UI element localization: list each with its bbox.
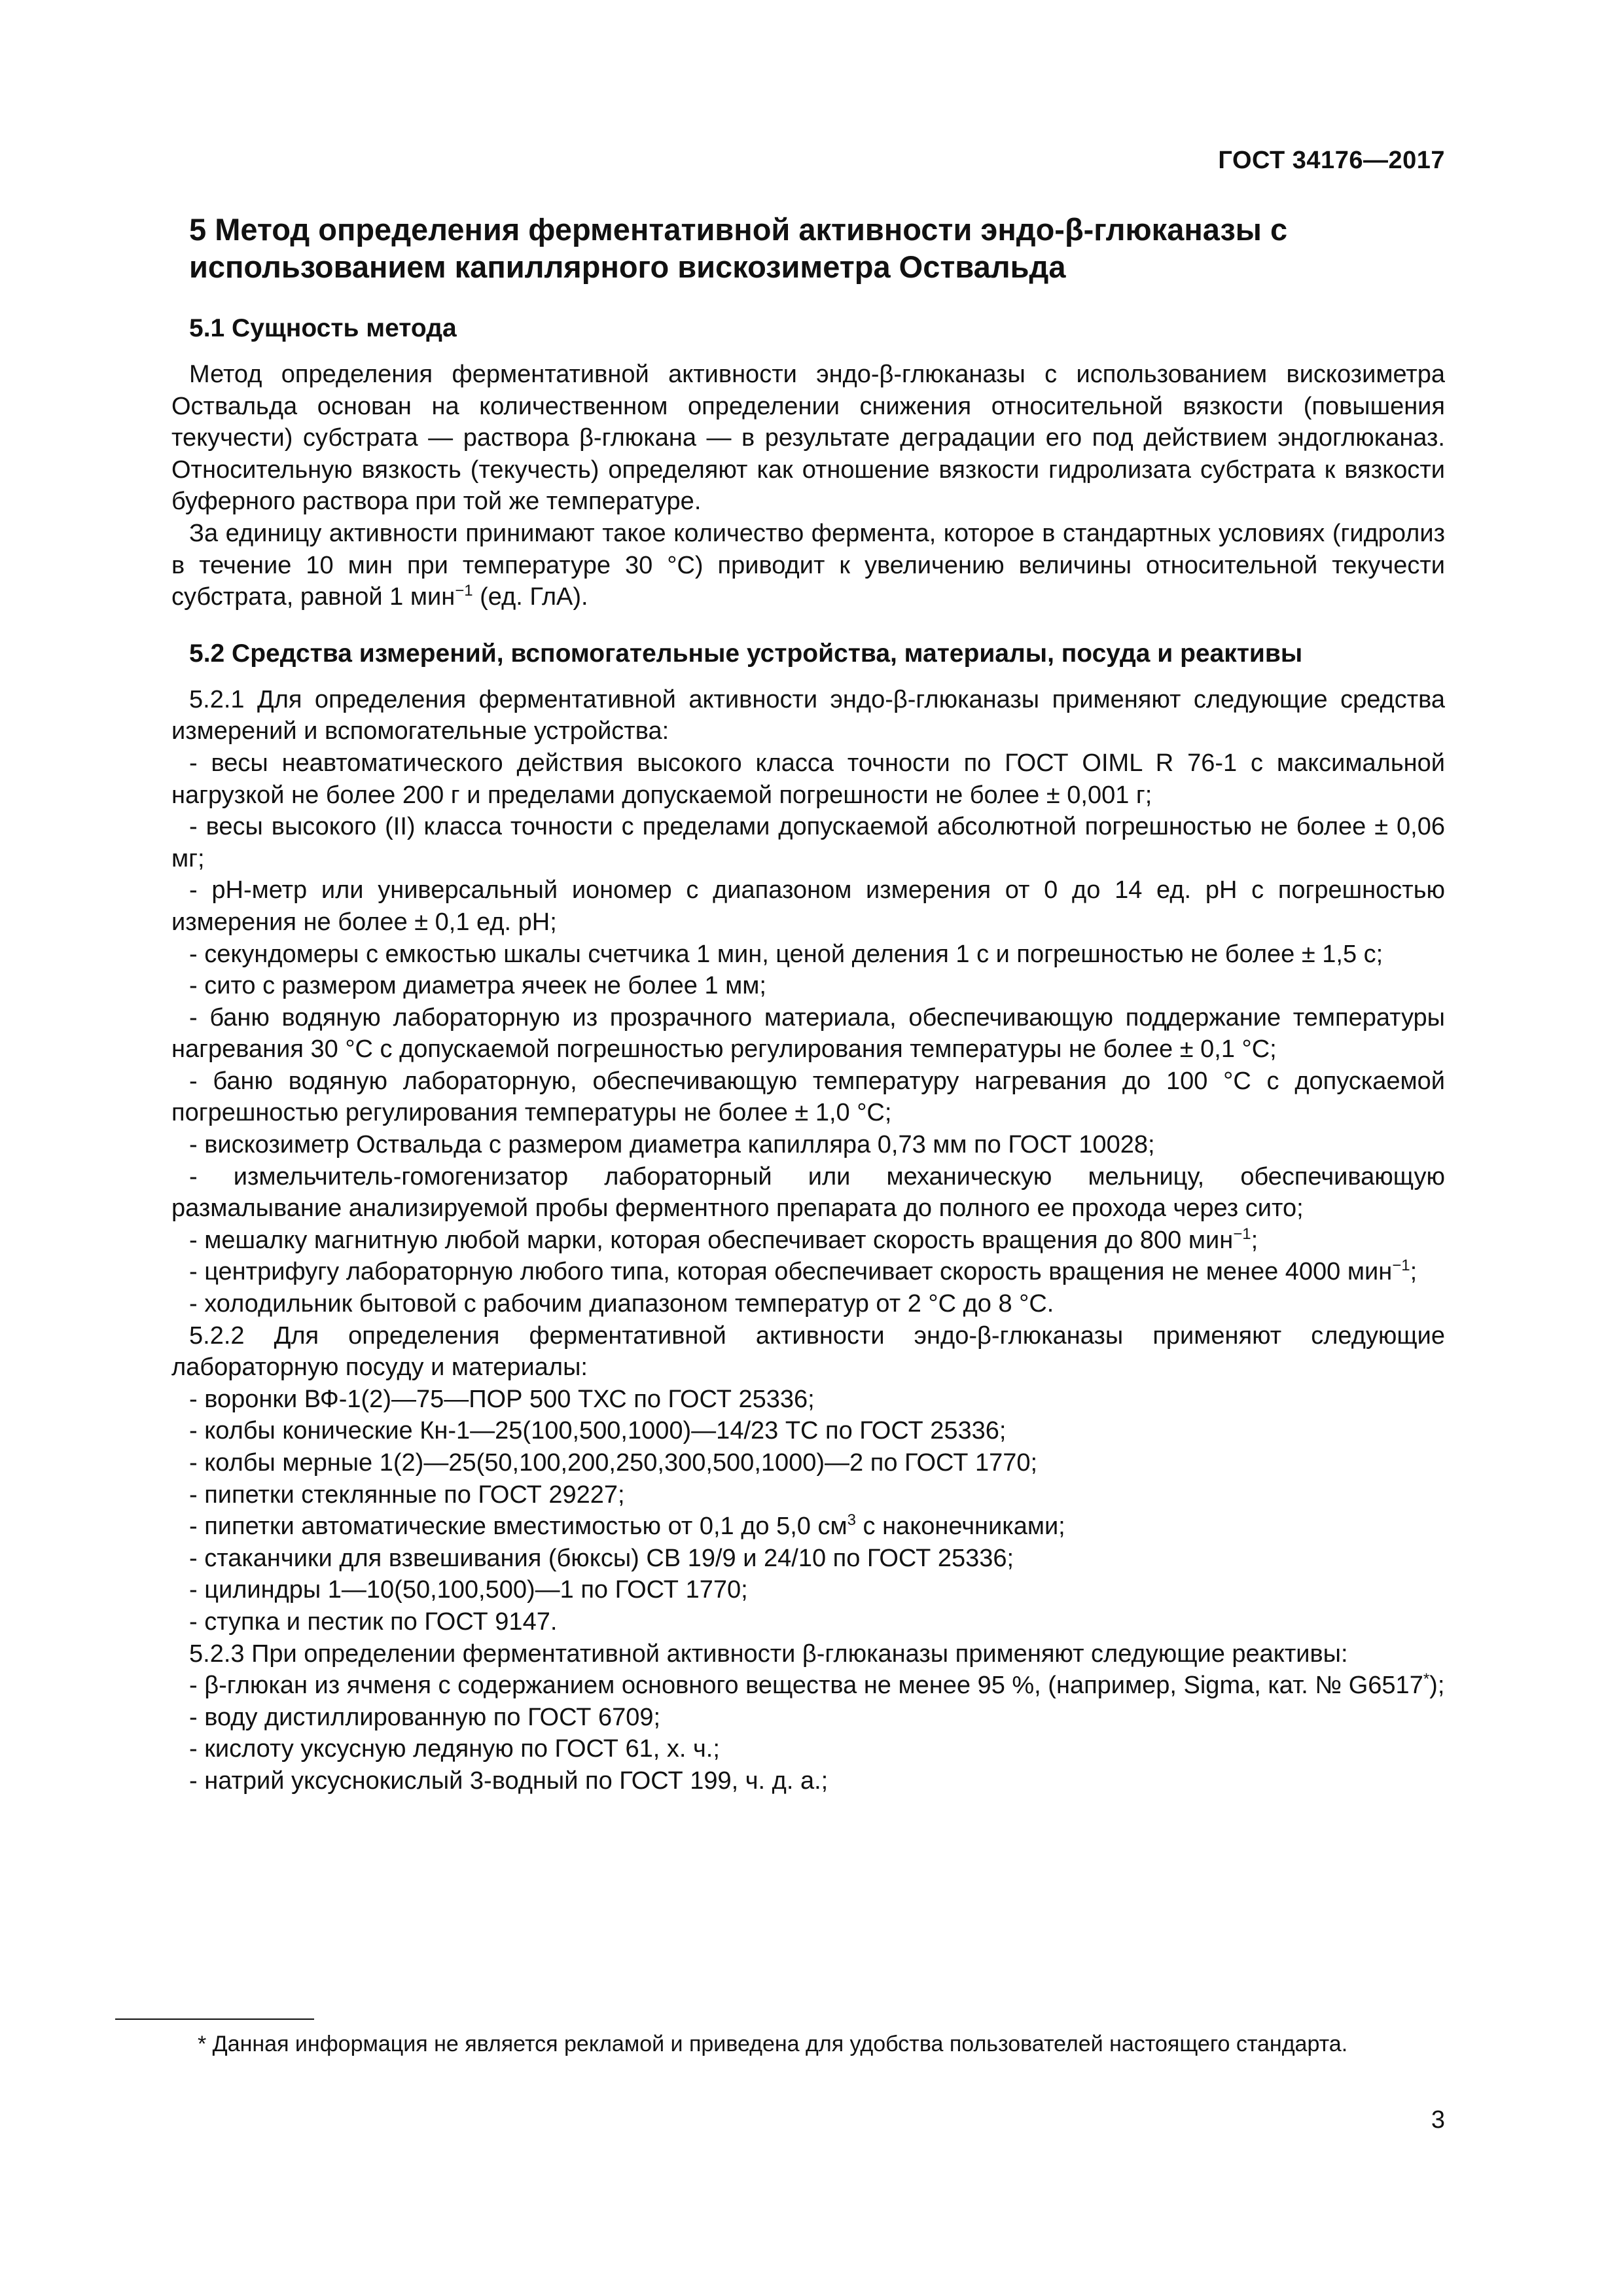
list-item: - секундомеры с емкостью шкалы счетчика 1 мин, ценой деления 1 с и погрешностью не более ± 1,5 с;: [189, 940, 1383, 968]
text-run: ;: [1410, 1258, 1418, 1286]
text-run: с наконечниками;: [855, 1513, 1065, 1541]
reagent-list: [171, 1670, 1445, 1797]
clause-5-2-3: 5.2.3 При определении ферментативной активности β-глюканазы применяют следующие реактивы:: [189, 1640, 1348, 1668]
list-item: [171, 1511, 1445, 1543]
superscript: −1: [1233, 1225, 1251, 1243]
list-item: - баню водяную лабораторную из прозрачного материала, обеспечивающую поддержание температуры нагревания 30 °С с допускаемой погрешностью регулирования температуры не более ± 0,1 °С;: [171, 1003, 1445, 1064]
list-item: - весы высокого (II) класса точности с пределами допускаемой абсолютной погрешностью не более ± 0,06 мг;: [171, 813, 1445, 872]
text-run: - центрифугу лабораторную любого типа, которая обеспечивает скорость вращения не менее 4000 мин: [189, 1258, 1393, 1286]
footnote-separator: [115, 2018, 314, 2020]
list-item: - воронки ВФ-1(2)—75—ПОР 500 ТХС по ГОСТ 25336;: [189, 1385, 815, 1413]
list-item: - вискозиметр Оствальда с размером диаметра капилляра 0,73 мм по ГОСТ 10028;: [189, 1131, 1155, 1159]
section-title: 5 Метод определения ферментативной активности эндо-β-глюканазы с использованием капиллярного вискозиметра Оствальда: [189, 212, 1288, 284]
list-item: - баню водяную лабораторную, обеспечивающую температуру нагревания до 100 °С с допускаемой погрешностью регулирования температуры не более ± 1,0 °С;: [171, 1067, 1445, 1127]
list-item: [171, 1225, 1445, 1257]
labware-list: [171, 1384, 1445, 1638]
list-item: - кислоту уксусную ледяную по ГОСТ 61, х. ч.;: [189, 1735, 720, 1763]
list-item: - цилиндры 1—10(50,100,500)—1 по ГОСТ 1770;: [189, 1576, 748, 1604]
text-run: - β-глюкан из ячменя с содержанием основного вещества не менее 95 %, (например, Sigma, кат. № G6517: [189, 1672, 1423, 1700]
clause-5-2-2: 5.2.2 Для определения ферментативной активности эндо-β-глюканазы применяют следующие лабораторную посуду и материалы:: [171, 1321, 1445, 1382]
text-run: );: [1429, 1672, 1445, 1700]
text-run: (ед. ГлА).: [473, 583, 588, 611]
list-item: - натрий уксуснокислый 3-водный по ГОСТ 199, ч. д. а.;: [189, 1767, 829, 1795]
superscript: −1: [1392, 1257, 1410, 1275]
list-item: - весы неавтоматического действия высокого класса точности по ГОСТ OIML R 76-1 с максимальной нагрузкой не более 200 г и пределами допускаемой погрешности не более ± 0,001 г;: [171, 749, 1445, 809]
text-run: За единицу активности принимают такое количество фермента, которое в стандартных условиях (гидролиз в течение 10 мин при температуре 30 °С) приводит к увеличению величины относительной текучести субстрата, равной 1 мин: [171, 519, 1445, 611]
page-number: 3: [1431, 2106, 1445, 2134]
list-item: - колбы конические Кн-1—25(100,500,1000)—14/23 ТС по ГОСТ 25336;: [189, 1417, 1007, 1445]
page-content: [171, 211, 1445, 1797]
subsection-heading-5-2: 5.2 Средства измерений, вспомогательные устройства, материалы, посуда и реактивы: [189, 639, 1303, 668]
footnote: * Данная информация не является рекламой и приведена для удобства пользователей настоящего стандарта.: [198, 2032, 1348, 2056]
paragraph-method-essence: Метод определения ферментативной активности эндо-β-глюканазы с использованием вискозиметра Оствальда основан на количественном определении снижения относительной вязкости (повышения текучести) субстрата — раствора β-глюкана — в результате деградации его под действием эндоглюканаз. Относительную вязкость (текучесть) определяют как отношение вязкости гидролизата субстрата к вязкости буферного раствора при той же температуре.: [171, 361, 1445, 516]
list-item: - пипетки стеклянные по ГОСТ 29227;: [189, 1480, 625, 1509]
footnote-marker: *: [1423, 1670, 1430, 1689]
superscript: −1: [455, 582, 473, 600]
list-item: - ступка и пестик по ГОСТ 9147.: [189, 1607, 558, 1636]
list-item: [171, 1256, 1445, 1288]
list-item: [171, 1670, 1445, 1702]
clause-5-2-1: 5.2.1 Для определения ферментативной активности эндо-β-глюканазы применяют следующие средства измерений и вспомогательные устройства:: [171, 685, 1445, 745]
paragraph-activity-unit: [171, 518, 1445, 613]
superscript: 3: [847, 1511, 856, 1530]
list-item: - pH-метр или универсальный иономер с диапазоном измерения от 0 до 14 ед. pH с погрешностью измерения не более ± 0,1 ед. pH;: [171, 876, 1445, 936]
instrument-list: [171, 747, 1445, 1320]
list-item: - колбы мерные 1(2)—25(50,100,200,250,300,500,1000)—2 по ГОСТ 1770;: [189, 1449, 1038, 1477]
subsection-heading-5-1: 5.1 Сущность метода: [189, 314, 457, 342]
text-run: - мешалку магнитную любой марки, которая обеспечивает скорость вращения до 800 мин: [189, 1226, 1234, 1254]
document-code: ГОСТ 34176—2017: [1218, 147, 1445, 174]
list-item: - сито с размером диаметра ячеек не более 1 мм;: [189, 972, 766, 1000]
list-item: - стаканчики для взвешивания (бюксы) СВ 19/9 и 24/10 по ГОСТ 25336;: [189, 1544, 1014, 1572]
list-item: - измельчитель-гомогенизатор лабораторный или механическую мельницу, обеспечивающую размалывание анализируемой пробы ферментного препарата до полного ее прохода через сито;: [171, 1162, 1445, 1223]
list-item: - холодильник бытовой с рабочим диапазоном температур от 2 °С до 8 °С.: [189, 1290, 1054, 1318]
text-run: ;: [1251, 1226, 1258, 1254]
list-item: - воду дистиллированную по ГОСТ 6709;: [189, 1703, 661, 1731]
text-run: - пипетки автоматические вместимостью от 0,1 до 5,0 см: [189, 1513, 847, 1541]
